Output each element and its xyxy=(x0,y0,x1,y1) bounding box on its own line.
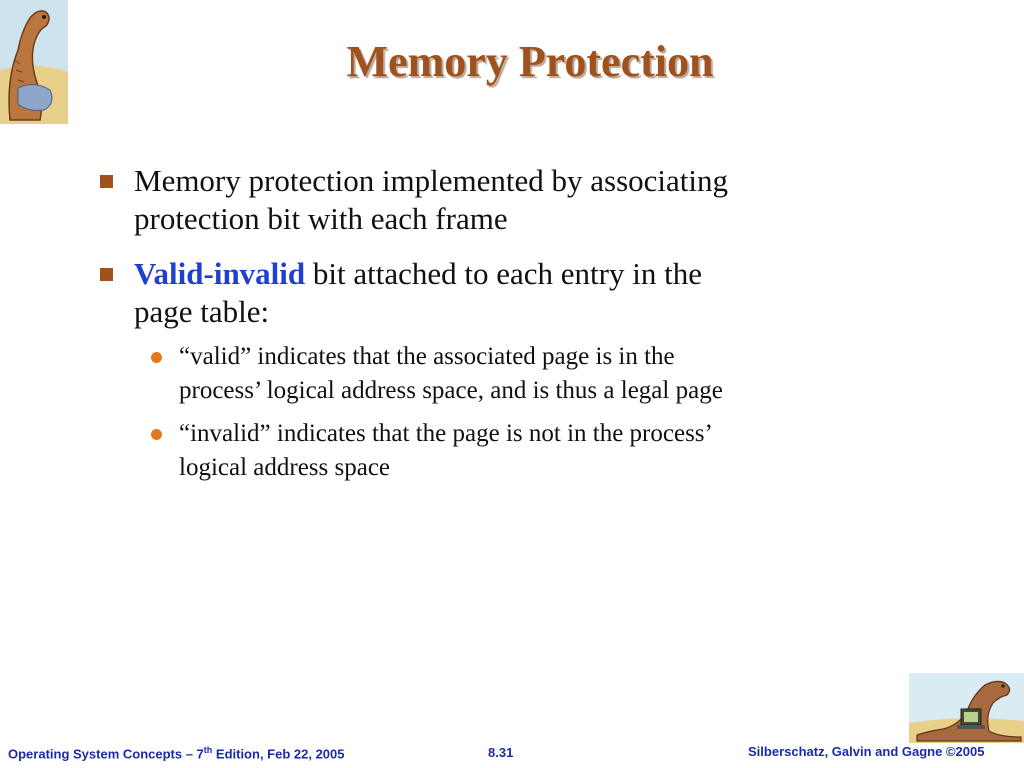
sub-bullet-line2: process’ logical address space, and is thus a legal page xyxy=(179,377,723,404)
footer-course-sup: th xyxy=(203,745,213,755)
sub-bullet-list xyxy=(96,340,896,485)
dinosaur-laptop-icon xyxy=(909,673,1024,743)
bullet-memory-protection xyxy=(96,162,896,238)
square-bullet-icon xyxy=(100,268,113,281)
slide-content xyxy=(96,162,896,494)
footer-course-prefix: Operating System Concepts – 7 xyxy=(8,746,204,762)
round-bullet-icon xyxy=(151,429,162,440)
highlight-term: Valid-invalid xyxy=(134,256,306,291)
sub-bullet-invalid xyxy=(96,417,896,485)
bullet-text-line2: protection bit with each frame xyxy=(134,201,508,236)
sub-bullet-line1: “valid” indicates that the associated page is in the xyxy=(179,343,675,370)
slide-title: Memory Protection xyxy=(346,37,714,86)
bullet-text-line2: page table: xyxy=(134,294,270,329)
footer-page-number: 8.31 xyxy=(488,745,514,760)
round-bullet-icon xyxy=(151,352,162,363)
bullet-text-line1: bit attached to each entry in the xyxy=(305,256,702,291)
sub-bullet-line2: logical address space xyxy=(179,454,391,481)
bullet-text-line1: Memory protection implemented by associating xyxy=(134,163,729,198)
bullet-valid-invalid xyxy=(96,255,896,331)
footer-course-suffix: Edition, Feb 22, 2005 xyxy=(212,746,345,762)
footer-course-info xyxy=(8,745,345,761)
footer-authors: Silberschatz, Galvin and Gagne ©2005 xyxy=(748,744,985,759)
sub-bullet-valid xyxy=(96,340,896,408)
square-bullet-icon xyxy=(100,175,113,188)
sub-bullet-line1: “invalid” indicates that the page is not in the process’ xyxy=(179,420,713,447)
